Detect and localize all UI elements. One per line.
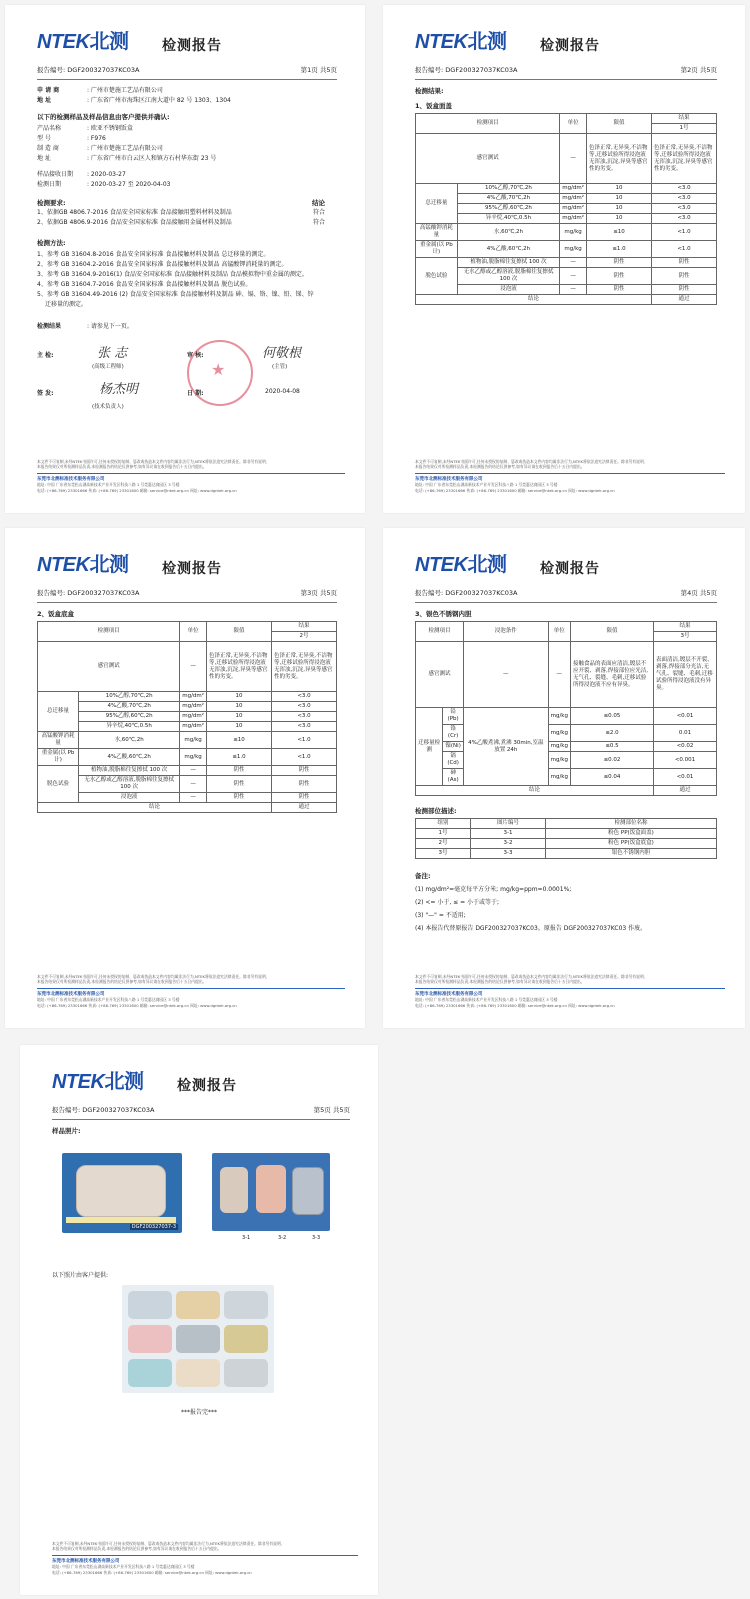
page-number: 第3页 共5页 [300, 589, 337, 597]
issue-date: 2020-04-08 [265, 388, 300, 395]
ntek-logo: NTEK北测 [37, 29, 129, 53]
report-title: 检测报告 [540, 561, 600, 577]
page-header [415, 546, 723, 584]
photo-heading: 样品照片: [52, 1127, 81, 1135]
applicant-row: 申 请 商 : 广州市楚施工艺品有限公司 [37, 87, 163, 94]
parts-heading: 检测部位描述: [415, 807, 457, 815]
page-number: 第5页 共5页 [313, 1106, 350, 1114]
report-title: 检测报告 [162, 561, 222, 577]
method-item: 2、参考 GB 31604.2-2016 食品安全国家标准 食品接触材料及制品 高锰酸钾消耗量的测定。 [37, 261, 288, 268]
note-item: (1) mg/dm²=毫克每平方分米; mg/kg=ppm=0.0001%; [415, 886, 572, 893]
client-photo-heading: 以下照片由客户提供: [52, 1272, 109, 1279]
report-title: 检测报告 [177, 1078, 237, 1094]
page-header [415, 23, 723, 61]
results-heading: 检测结果: [415, 87, 444, 95]
sample-row: 产品名称 : 欧亚不锈钢饭盒 [37, 125, 133, 132]
page-header [37, 23, 343, 61]
client-photo-grid [122, 1285, 274, 1393]
section-title: 2、饭盒底盒 [37, 610, 75, 618]
page-number: 第2页 共5页 [680, 66, 717, 74]
report-number-line: 报告编号: DGF200327037KC03A 第2页 共5页 [415, 66, 717, 74]
results-table-liner: 检测项目 浸泡条件 单位 限值 结果 3号 感官测试 — — 接触食品的表面应清洁,镀层不应开裂、剥落,焊接部位应光洁,无气孔、裂缝、毛刺,迁移试验所得浸泡液不应有异臭。 表面清洁,镀层不开裂、剥落,焊接部分光洁,无气孔、裂缝、毛刺,迁移试验所得浸泡液没有异臭。 迁移量检测 铅(Pb) 4%乙酸煮沸,煮沸 30min,室温放置 24h mg/kg ≤0.05 <0.01 铬(Cr) mg/kg ≤2.0 0.01 镍(Ni) mg/kg ≤0.5 <0.02 镉(Cd) mg/kg ≤0.02 <0.001 砷(As) mg/kg ≤0.04 <0.01 结论 通过 [415, 621, 717, 796]
page-footer: 本文件不可复制,未经NTEK书面许可,任何未授权的复制、篡改或伪造本文件内容均属非法行为,NTEK将依法追究法律责任。除非另有说明, 本报告结果仅对所检测样品负责,本检测报告的结论仅供参考,如有异议请在收到报告后十五日内提出。 东莞市北测标准技术服务有限公司 地址: 中国 广东省东莞松山湖高新技术产业开发区科技八路 1 号莞惠达商园区 3 号楼 电话: (+86-769) 23301666 传真: (+86-769) 23301600 邮箱: service@ntek.org.cn 网址: www.dgntek.org.cn [37, 974, 345, 1008]
ntek-logo: NTEK北测 [415, 29, 507, 53]
note-item: (4) 本报告代替原报告 DGF200327037KC03。原报告 DGF200327037KC03 作废。 [415, 925, 647, 932]
sample-row: 型 号 : F976 [37, 135, 106, 142]
sample-row: 制 造 商 : 广州市楚施工艺品有限公司 [37, 145, 163, 152]
sample-photo-parts [212, 1153, 330, 1231]
sample-row: 地 址 : 广东省广州市白云区人和镇方石村华东街 23 号 [37, 155, 217, 162]
report-number-line: 报告编号: DGF200327037KC03A 第3页 共5页 [37, 589, 337, 597]
result-row: 检测结果 : 请参见下一页。 [37, 323, 133, 330]
applicant-address-row: 地 址 : 广东省广州市海珠区江南大道中 82 号 1303、1304 [37, 97, 231, 104]
test-date-row: 检测日期 : 2020-03-27 至 2020-04-03 [37, 181, 171, 188]
page-header [37, 546, 343, 584]
photo-caption: 3-2 [278, 1235, 287, 1241]
sample-photo-tag: DGF200327037-3 [131, 1224, 176, 1230]
requirement-row: 2、依据GB 4806.9-2016 食品安全国家标准 食品接触用金属材料及制品 符合 [37, 219, 325, 226]
signature-block: ★ 主 检: 张 志 (高级工程师) 审 核: 何敬根 (主管) 签 发: 杨杰明 (技术负责人) 日 期: 2020-04-08 [37, 340, 343, 430]
approver-signature: 杨杰明 [99, 382, 139, 397]
parts-table: 组别 图片编号 检测部位名称 1号 3-1 粉色 PP(饭盒面盖) 2号 3-2 粉色 PP(饭盒底盒) 3号 3-3 银色不锈钢内胆 [415, 818, 717, 859]
report-page-1 [5, 5, 365, 513]
reviewer-signature: 何敬根 [262, 346, 302, 361]
page-number: 第1页 共5页 [300, 66, 337, 74]
results-table-base: 检测项目 单位 限值 结果 2号 感官测试 — 色泽正常,无异臭,不洁物等,迁移试验所得浸泡液无浑浊,沉淀,异臭等感官性的劣变。 色泽正常,无异臭,不洁物等,迁移试验所得浸泡液无浑浊,沉淀,异臭等感官性的劣变。 总迁移量 10%乙醇,70℃,2h mg/dm² 10 <3.0 4%乙酸,70℃,2h mg/dm² 10 <3.0 95%乙醇,60℃,2h mg/dm² 10 <3.0 异辛烷,40℃,0.5h mg/dm² 10 <3.0 高锰酸钾消耗量 水,60℃,2h mg/kg ≤10 <1.0 重金属(以 Pb 计) 4%乙酸,60℃,2h mg/kg ≤1.0 <1.0 脱色试验 植物油,脱脂棉往复擦拭 100 次 — 阴性 阴性 无水乙醇或乙醇溶液,脱脂棉往复擦拭 100 次 — 阴性 阴性 浸泡液 — 阴性 阴性 结论 通过 [37, 621, 337, 813]
page-number: 第4页 共5页 [680, 589, 717, 597]
results-table-lid: 检测项目 单位 限值 结果 1号 感官测试 — 色泽正常,无异臭,不洁物等,迁移试验所得浸泡液无浑浊,沉淀,异臭等感官性的劣变。 色泽正常,无异臭,不洁物等,迁移试验所得浸泡液无浑浊,沉淀,异臭等感官性的劣变。 总迁移量 10%乙醇,70℃,2h mg/dm² 10 <3.0 4%乙酸,70℃,2h mg/dm² 10 <3.0 95%乙醇,60℃,2h mg/dm² 10 <3.0 异辛烷,40℃,0.5h mg/dm² 10 <3.0 高锰酸钾消耗量 水,60℃,2h mg/kg ≤10 <1.0 重金属(以 Pb 计) 4%乙酸,60℃,2h mg/kg ≤1.0 <1.0 脱色试验 植物油,脱脂棉往复擦拭 100 次 — 阴性 阴性 无水乙醇或乙醇溶液,脱脂棉往复擦拭 100 次 — 阴性 阴性 浸泡液 — 阴性 阴性 结论 通过 [415, 113, 717, 305]
report-number-line: 报告编号: DGF200327037KC03A 第5页 共5页 [52, 1106, 350, 1114]
report-number-line: 报告编号: DGF200327037KC03A 第1页 共5页 [37, 66, 337, 74]
sample-info-heading: 以下的检测样品及样品信息由客户提供并确认: [37, 113, 170, 121]
report-end-marker: ***报告完*** [180, 1409, 217, 1416]
ntek-logo: NTEK北测 [415, 552, 507, 576]
photo-caption: 3-3 [312, 1235, 321, 1241]
report-page-2 [383, 5, 745, 513]
photo-caption: 3-1 [242, 1235, 251, 1241]
method-item: 迁移量的测定。 [45, 301, 88, 308]
section-title: 3、银色不锈钢内胆 [415, 610, 472, 618]
method-item: 5、参考 GB 31604.49-2016 (2) 食品安全国家标准 食品接触材料及制品 砷、镉、铬、镍、铅、锑、锌 [37, 291, 314, 298]
requirements-header: 检测要求: 结论 [37, 199, 325, 207]
section-title: 1、饭盒面盖 [415, 102, 453, 110]
seal-star-icon: ★ [211, 360, 226, 379]
report-number: DGF200327037KC03A [67, 66, 140, 74]
notes-block: 备注: (1) mg/dm²=毫克每平方分米; mg/kg=ppm=0.0001%; (2) <= 小于, ≤ = 小于或等于; (3) "—" = 不适用; (4) 本报告代替原报告 DGF200327037KC03。原报告 DGF200327037KC03 作废。 [415, 871, 723, 935]
company-name: 东莞市北测标准技术服务有限公司 [37, 473, 345, 482]
page-header [52, 1063, 356, 1101]
ntek-logo: NTEK北测 [52, 1069, 144, 1093]
method-item: 3、参考 GB 31604.9-2016(1) 食品安全国家标准 食品接触材料及制品 食品模拟物中重金属的测定。 [37, 271, 308, 278]
page-footer: 本文件不可复制,未经NTEK书面许可,任何未授权的复制、篡改或伪造本文件内容均属非法行为,NTEK将依法追究法律责任。除非另有说明, 本报告结果仅对所检测样品负责,本检测报告的结论仅供参考,如有异议请在收到报告后十五日内提出。 东莞市北测标准技术服务有限公司 地址: 中国 广东省东莞松山湖高新技术产业开发区科技八路 1 号莞惠达商园区 3 号楼 电话: (+86-769) 23301666 传真: (+86-769) 23301600 邮箱: service@ntek.org.cn 网址: www.dgntek.org.cn [52, 1541, 358, 1575]
report-page-4 [383, 528, 745, 1028]
sample-photo-closed [62, 1153, 182, 1233]
report-page-5 [20, 1045, 378, 1595]
note-item: (3) "—" = 不适用; [415, 912, 466, 919]
method-item: 4、参考 GB 31604.7-2016 食品安全国家标准 食品接触材料及制品 脱色试验。 [37, 281, 252, 288]
inspector-signature: 张 志 [97, 346, 128, 361]
report-number-line: 报告编号: DGF200327037KC03A 第4页 共5页 [415, 589, 717, 597]
requirement-row: 1、依据GB 4806.7-2016 食品安全国家标准 食品接触用塑料材料及制品 符合 [37, 209, 325, 216]
method-item: 1、参考 GB 31604.8-2016 食品安全国家标准 食品接触材料及制品 总迁移量的测定。 [37, 251, 270, 258]
received-date-row: 样品接收日期 : 2020-03-27 [37, 171, 126, 178]
divider [37, 79, 337, 80]
report-title: 检测报告 [540, 38, 600, 54]
page-footer: 本文件不可复制,未经NTEK书面许可,任何未授权的复制、篡改或伪造本文件内容均属非法行为,NTEK将依法追究法律责任。除非另有说明, 本报告结果仅对所检测样品负责,本检测报告的结论仅供参考,如有异议请在收到报告后十五日内提出。 东莞市北测标准技术服务有限公司 地址: 中国 广东省东莞松山湖高新技术产业开发区科技八路 1 号莞惠达商园区 3 号楼 电话: (+86-769) 23301666 传真: (+86-769) 23301600 邮箱: service@ntek.org.cn 网址: www.dgntek.org.cn [37, 459, 345, 493]
page-footer: 本文件不可复制,未经NTEK书面许可,任何未授权的复制、篡改或伪造本文件内容均属非法行为,NTEK将依法追究法律责任。除非另有说明, 本报告结果仅对所检测样品负责,本检测报告的结论仅供参考,如有异议请在收到报告后十五日内提出。 东莞市北测标准技术服务有限公司 地址: 中国 广东省东莞松山湖高新技术产业开发区科技八路 1 号莞惠达商园区 3 号楼 电话: (+86-769) 23301666 传真: (+86-769) 23301600 邮箱: service@ntek.org.cn 网址: www.dgntek.org.cn [415, 459, 725, 493]
methods-heading: 检测方法: [37, 239, 66, 247]
report-page-3 [5, 528, 365, 1028]
page-footer: 本文件不可复制,未经NTEK书面许可,任何未授权的复制、篡改或伪造本文件内容均属非法行为,NTEK将依法追究法律责任。除非另有说明, 本报告结果仅对所检测样品负责,本检测报告的结论仅供参考,如有异议请在收到报告后十五日内提出。 东莞市北测标准技术服务有限公司 地址: 中国 广东省东莞松山湖高新技术产业开发区科技八路 1 号莞惠达商园区 3 号楼 电话: (+86-769) 23301666 传真: (+86-769) 23301600 邮箱: service@ntek.org.cn 网址: www.dgntek.org.cn [415, 974, 725, 1008]
note-item: (2) <= 小于, ≤ = 小于或等于; [415, 899, 500, 906]
ntek-logo: NTEK北测 [37, 552, 129, 576]
report-title: 检测报告 [162, 38, 222, 54]
